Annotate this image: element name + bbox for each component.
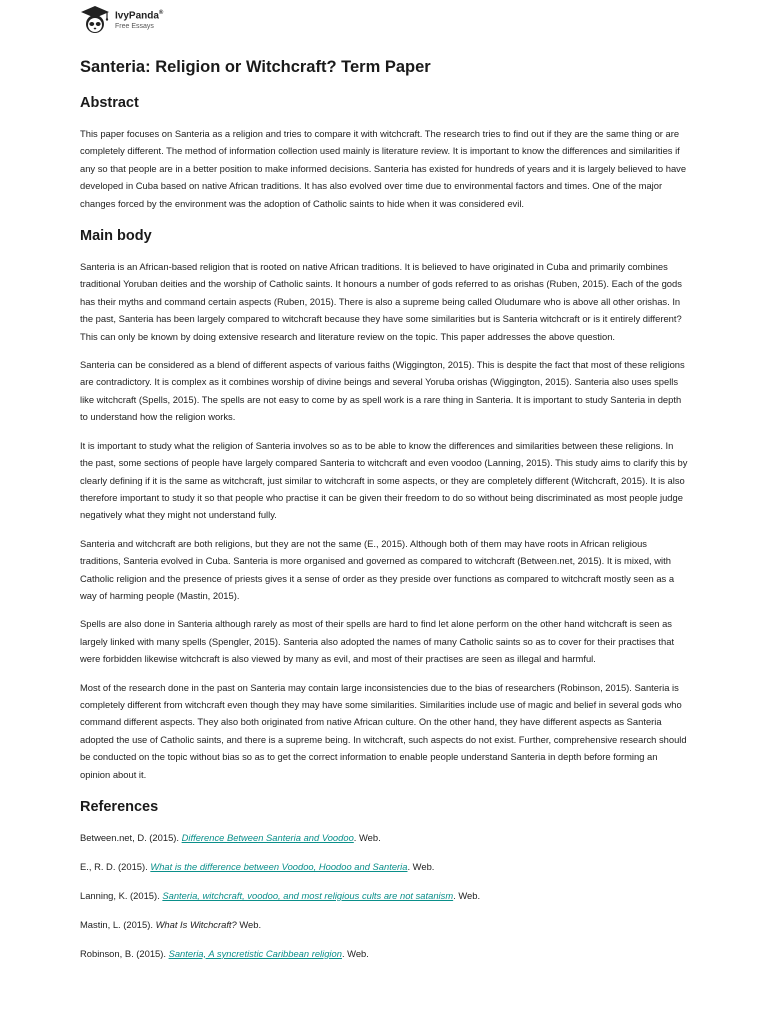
reference-suffix: . Web. — [407, 860, 435, 872]
reference-suffix: Web. — [236, 918, 262, 930]
reference-item — [80, 829, 688, 846]
reference-link[interactable]: Difference Between Santeria and Voodoo — [181, 832, 354, 843]
reference-link[interactable]: Santeria, A syncretistic Caribbean religion — [168, 947, 342, 959]
reference-author: E., R. D. (2015). — [80, 860, 151, 872]
reference-author: Mastin, L. (2015). — [80, 918, 156, 930]
reference-author: Robinson, B. (2015). — [80, 947, 169, 959]
body-paragraph: Santeria is an African-based religion that is rooted on native African traditions. It is believed to have originated in Cuba and primarily combines traditional Yoruban deities and the worship of Catholic saints. It honours a number of gods referred to as orishas (Ruben, 2015). Each of the gods has their myths and command certain aspects (Ruben, 2015). There is also a supreme being called Oludumare who is above all other orishas. In the past, Santeria has been largely compared to witchcraft because they have some similarities but is Santeria witchcraft or is it entirely different? This can only be known by doing extensive research and literature review on the topic. This paper addresses the above question. — [80, 261, 682, 342]
references-list — [80, 829, 688, 962]
reference-suffix: . Web. — [341, 947, 369, 959]
body-paragraph: Santeria can be considered as a blend of different aspects of various faiths (Wiggington, 2015). This is despite the fact that most of these religions are contradictory. It is complex as it combines worship of divine beings and several Yoruba orishas (Wiggington, 2015). Santeria also uses spells like witchcraft (Spells, 2015). The spells are not easy to come by as spell work is a rare thing in Santeria. It is important to study Santeria in depth to understand how the religion works. — [80, 359, 685, 423]
logo-brand-name: IvyPanda® — [115, 9, 164, 22]
reference-item — [80, 858, 688, 875]
panda-graduation-cap-icon — [80, 5, 110, 35]
body-paragraph: Spells are also done in Santeria although rarely as most of their spells are hard to find let alone perform on the other hand witchcraft is seen as largely linked with many spells (Spengler, 2015). Santeria also adopted the names of many Catholic saints so as to cover for their practises that were forbidden likewise witchcraft is also viewed by many as evil, and most of their practises are seen as illegal and harmful. — [80, 618, 675, 665]
body-paragraph: It is important to study what the religion of Santeria involves so as to be able to know the differences and similarities between these religions. In the past, some sections of people have largely compared Santeria to witchcraft and even voodoo (Lanning, 2015). This study aims to clarify this by clearly defining if it is the same as witchcraft, just similar to witchcraft in some aspects, or they are completely different (Witchcraft, 2015). It is also therefore important to study it so that people who practise it can be given their freedom to do so without being discriminated as most people judge negatively what they might not understand fully. — [80, 439, 688, 521]
reference-item — [80, 945, 688, 962]
body-paragraph: Most of the research done in the past on Santeria may contain large inconsistencies due to the bias of researchers (Robinson, 2015). Santeria is completely different from witchcraft even though they may have some similarities. Similarities include use of magic and belief in several gods who command different aspects. They also both originated from native African culture. On the other hand, they have different aspects as Santeria adopted the use of Catholic saints, and there is a supreme being. In witchcraft, such aspects do not exist. Further, comprehensive research should be conducted on the topic without bias so as to get the correct information to enable people understand Santeria in depth before forming an opinion about it. — [80, 681, 687, 780]
abstract-heading: Abstract — [80, 95, 139, 111]
body-paragraph: Santeria and witchcraft are both religions, but they are not the same (E., 2015). Although both of them may have roots in African religious traditions, Santeria evolved in Cuba. Santeria is more organised and governed as compared to witchcraft (Between.net, 2015). It is mixed, with Catholic religion and the presence of priests gives it a sense of order as they preside over functions as compared to witchcraft mostly seen as a way of harming people (Mastin, 2015). — [80, 537, 675, 601]
reference-author: Between.net, D. (2015). — [80, 832, 182, 843]
reference-link[interactable]: Santeria, witchcraft, voodoo, and most religious cults are not satanism — [162, 889, 454, 901]
logo-tagline: Free Essays — [115, 23, 154, 31]
site-logo[interactable] — [80, 5, 163, 35]
abstract-paragraph: This paper focuses on Santeria as a religion and tries to compare it with witchcraft. The research tries to find out if they are the same thing or are completely different. The method of information collection used mainly is literature review. It is important to know the differences and similarities if any so that people are in a better position to make informed decisions. Santeria has existed for hundreds of years and it is largely believed to have developed in Cuba based on native African traditions. It has also evolved over time due to environmental factors and times. One of the major changes forced by the environment was the adoption of Catholic saints to hide when it was considered evil. — [80, 128, 687, 209]
reference-item — [80, 916, 688, 933]
main-body-heading: Main body — [80, 228, 152, 245]
reference-author: Lanning, K. (2015). — [80, 889, 163, 901]
essay-content — [80, 58, 688, 974]
page-title: Santeria: Religion or Witchcraft? Term Paper — [80, 58, 431, 76]
reference-suffix: . Web. — [453, 889, 481, 901]
reference-title: What Is Witchcraft? — [155, 918, 237, 930]
reference-item — [80, 887, 688, 904]
reference-link[interactable]: What is the difference between Voodoo, Hoodoo and Santeria — [150, 860, 408, 872]
reference-suffix: . Web. — [353, 832, 381, 843]
references-heading: References — [80, 799, 159, 815]
